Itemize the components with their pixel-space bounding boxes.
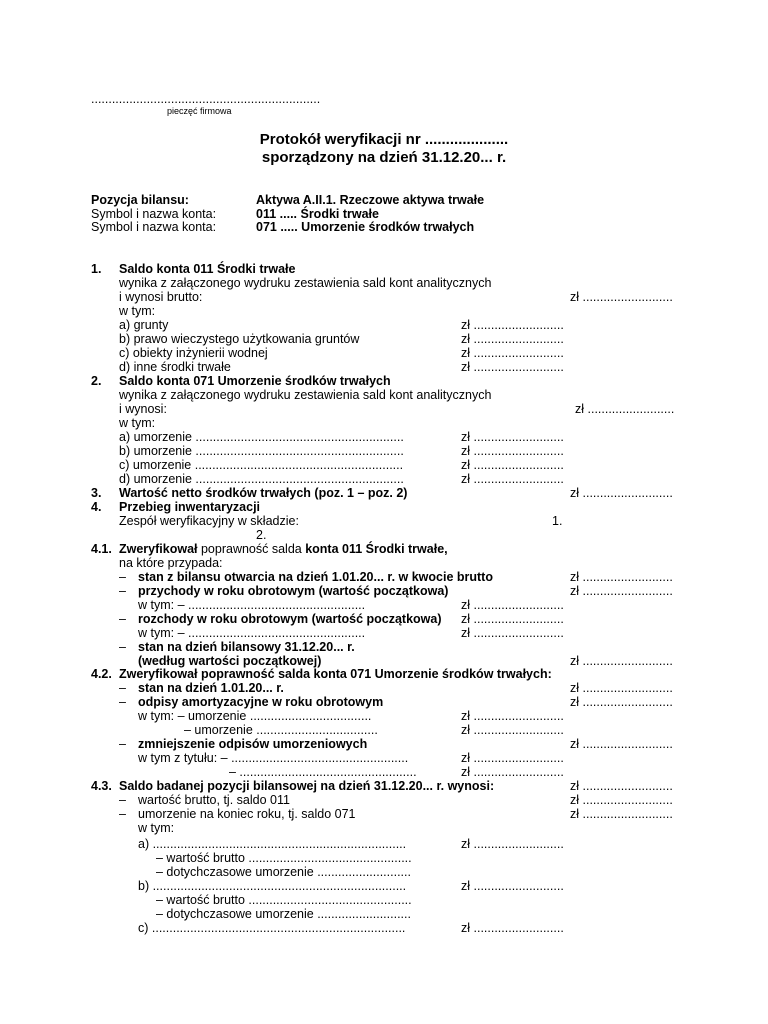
s42-title: Zweryfikował poprawność salda konta 071 Umorzenie środków trwałych:	[119, 667, 552, 681]
sym1-value: 011 ..... Środki trwałe	[256, 207, 379, 221]
s2-item: b) umorzenie ............................................................	[119, 444, 404, 458]
s43-title-amount: zł ..........................	[570, 779, 673, 793]
dash: –	[119, 612, 126, 626]
dash: –	[119, 570, 126, 584]
s2-num: 2.	[91, 374, 102, 388]
stamp-label: pieczęć firmowa	[167, 106, 232, 116]
s1-item: d) inne środki trwałe	[119, 360, 231, 374]
s42-r1: stan na dzień 1.01.20... r.	[138, 681, 284, 695]
s41-r1: stan z bilansu otwarcia na dzień 1.01.20... r. w kwocie brutto	[138, 570, 493, 584]
s41-r2-wtym-amount: zł ..........................	[461, 598, 564, 612]
s43-title: Saldo badanej pozycji bilansowej na dzień 31.12.20... r. wynosi:	[119, 779, 495, 793]
s2-item-amount: zł ..........................	[461, 444, 564, 458]
s3-num: 3.	[91, 486, 102, 500]
s1-item: c) obiekty inżynierii wodnej	[119, 346, 268, 360]
sym2-value: 071 ..... Umorzenie środków trwałych	[256, 220, 475, 234]
s4-n2: 2.	[256, 528, 267, 542]
s43-b: b) .........................................................................	[138, 879, 407, 893]
s3-amount: zł ..........................	[570, 486, 673, 500]
dash: –	[119, 793, 126, 807]
s43-r1: wartość brutto, tj. saldo 011	[138, 793, 290, 807]
s42-r2-w2: – umorzenie ...................................	[184, 723, 378, 737]
s2-wtym: w tym:	[119, 416, 156, 430]
s42-r3-w1-amount: zł ..........................	[461, 751, 564, 765]
s41-r4a: stan na dzień bilansowy 31.12.20... r.	[138, 640, 355, 654]
s43-c-amount: zł ..........................	[461, 921, 564, 935]
s42-num: 4.2.	[91, 667, 112, 681]
s2-title: Saldo konta 071 Umorzenie środków trwałych	[119, 374, 391, 388]
s41-r2-wtym: w tym: – ...................................................	[138, 598, 366, 612]
dash: –	[119, 681, 126, 695]
s1-line1: wynika z załączonego wydruku zestawienia sald kont analitycznych	[119, 276, 492, 290]
s42-r3-w2: – ...................................................	[229, 765, 417, 779]
s2-item: a) umorzenie ............................................................	[119, 430, 404, 444]
s41-r3-wtym: w tym: – ...................................................	[138, 626, 366, 640]
s42-r2: odpisy amortyzacyjne w roku obrotowym	[138, 695, 384, 709]
s2-item: c) umorzenie ............................................................	[119, 458, 404, 472]
s41-r2-amount: zł ..........................	[570, 584, 673, 598]
s41-r3-amount: zł ..........................	[461, 612, 564, 626]
s43-wtym: w tym:	[138, 821, 175, 835]
s43-r2: umorzenie na koniec roku, tj. saldo 071	[138, 807, 356, 821]
s43-b-amount: zł ..........................	[461, 879, 564, 893]
s2-item-amount: zł ..........................	[461, 430, 564, 444]
s43-num: 4.3.	[91, 779, 112, 793]
s43-a-amount: zł ..........................	[461, 837, 564, 851]
s1-title: Saldo konta 011 Środki trwałe	[119, 262, 296, 276]
pos-value: Aktywa A.II.1. Rzeczowe aktywa trwałe	[256, 193, 485, 207]
s42-r3-w1: w tym z tytułu: – ...................................................	[138, 751, 409, 765]
s41-num: 4.1.	[91, 542, 112, 556]
s43-r1-amount: zł ..........................	[570, 793, 673, 807]
s41-line2: na które przypada:	[119, 556, 223, 570]
s1-num: 1.	[91, 262, 102, 276]
dash: –	[119, 737, 126, 751]
s42-r3-amount: zł ..........................	[570, 737, 673, 751]
s2-total: zł .........................	[575, 402, 675, 416]
s2-line2: i wynosi:	[119, 402, 167, 416]
sym1-label: Symbol i nazwa konta:	[91, 207, 217, 221]
s4-num: 4.	[91, 500, 102, 514]
s42-r2-amount: zł ..........................	[570, 695, 673, 709]
s42-r2-w1: w tym: – umorzenie ...................................	[138, 709, 372, 723]
s43-b-du: – dotychczasowe umorzenie ...........................	[156, 907, 411, 921]
s41-r4-amount: zł ..........................	[570, 654, 673, 668]
s41-r1-amount: zł ..........................	[570, 570, 673, 584]
dash: –	[119, 640, 126, 654]
s41-r3: rozchody w roku obrotowym (wartość początkowa)	[138, 612, 442, 626]
stamp-dots: ..................................................................	[91, 92, 321, 106]
s41-r2: przychody w roku obrotowym (wartość początkowa)	[138, 584, 449, 598]
sym2-label: Symbol i nazwa konta:	[91, 220, 217, 234]
title-line1: Protokół weryfikacji nr ....................	[259, 131, 509, 148]
s2-item-amount: zł ..........................	[461, 458, 564, 472]
dash: –	[119, 807, 126, 821]
s4-team: Zespół weryfikacyjny w składzie:	[119, 514, 299, 528]
title-line2: sporządzony na dzień 31.12.20... r.	[261, 149, 507, 166]
s42-r3: zmniejszenie odpisów umorzeniowych	[138, 737, 368, 751]
s42-r3-w2-amount: zł ..........................	[461, 765, 564, 779]
s43-c: c) .........................................................................	[138, 921, 406, 935]
s4-title: Przebieg inwentaryzacji	[119, 500, 261, 514]
s3-title: Wartość netto środków trwałych (poz. 1 – poz. 2)	[119, 486, 408, 500]
pos-label: Pozycja bilansu:	[91, 193, 189, 207]
s1-item-amount: zł ..........................	[461, 346, 564, 360]
s43-r2-amount: zł ..........................	[570, 807, 673, 821]
s1-item-amount: zł ..........................	[461, 360, 564, 374]
s43-a: a) .........................................................................	[138, 837, 407, 851]
s41-r3-wtym-amount: zł ..........................	[461, 626, 564, 640]
s43-b-wb: – wartość brutto ...............................................	[156, 893, 412, 907]
s1-line2: i wynosi brutto:	[119, 290, 203, 304]
s1-wtym: w tym:	[119, 304, 156, 318]
s1-item: a) grunty	[119, 318, 169, 332]
dash: –	[119, 695, 126, 709]
s43-a-wb: – wartość brutto ...............................................	[156, 851, 412, 865]
s42-r1-amount: zł ..........................	[570, 681, 673, 695]
s42-r2-w1-amount: zł ..........................	[461, 709, 564, 723]
s4-n1: 1.	[552, 514, 563, 528]
s2-line1: wynika z załączonego wydruku zestawienia sald kont analitycznych	[119, 388, 492, 402]
s2-item-amount: zł ..........................	[461, 472, 564, 486]
s41-title: Zweryfikował poprawność salda konta 011 Środki trwałe,	[119, 542, 448, 556]
s1-item-amount: zł ..........................	[461, 318, 564, 332]
s43-a-du: – dotychczasowe umorzenie ...........................	[156, 865, 411, 879]
s2-item: d) umorzenie ............................................................	[119, 472, 404, 486]
s1-total: zł ..........................	[570, 290, 673, 304]
s1-item: b) prawo wieczystego użytkowania gruntów	[119, 332, 360, 346]
s41-r4b: (według wartości początkowej)	[138, 654, 322, 668]
s1-item-amount: zł ..........................	[461, 332, 564, 346]
s42-r2-w2-amount: zł ..........................	[461, 723, 564, 737]
dash: –	[119, 584, 126, 598]
